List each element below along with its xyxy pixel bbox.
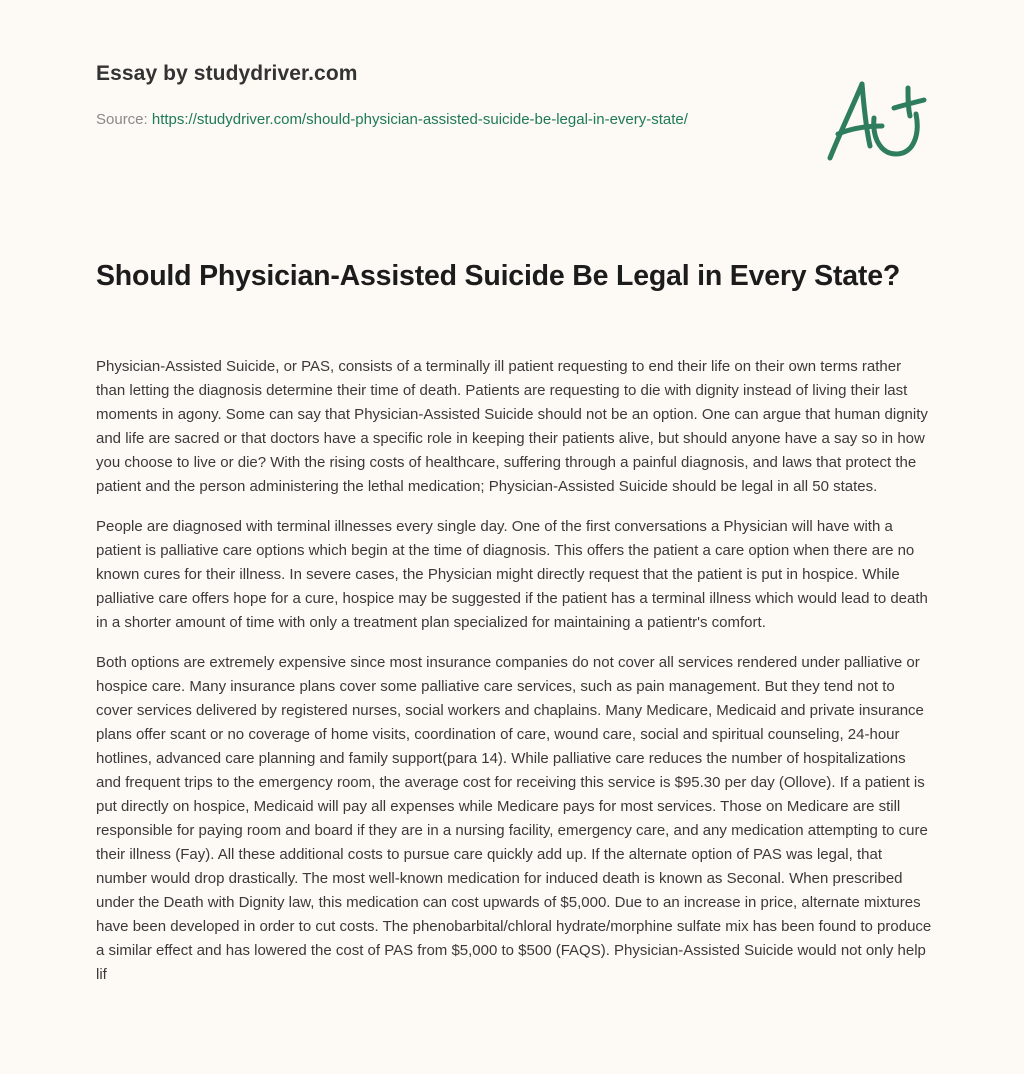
article-paragraph: Both options are extremely expensive since most insurance companies do not cover all services rendered under palliative or hospice care. Many insurance plans cover some palliative care services, such as pain management. But they tend not to cover services delivered by registered nurses, social workers and chaplains. Many Medicare, Medicaid and private insurance plans offer scant or no coverage of home visits, coordination of care, wound care, social and spiritual counseling, 24-hour hotlines, advanced care planning and family support(para 14). While palliative care reduces the number of hospitalizations and frequent trips to the emergency room, the average cost for receiving this service is $95.30 per day (Ollove). If a patient is put directly on hospice, Medicaid will pay all expenses while Medicare pays for most services. Those on Medicare are still responsible for paying room and board if they are in a nursing facility, emergency care, and any medication attempting to cure their illness (Fay). All these additional costs to pursue care quickly add up. If the alternate option of PAS was legal, that number would drop drastically. The most well-known medication for induced death is known as Seconal. When prescribed under the Death with Dignity law, this medication can cost upwards of $5,000. Due to an increase in price, alternate mixtures have been developed in order to cut costs. The phenobarbital/chloral hydrate/morphine sulfate mix has been found to produce a similar effect and has lowered the cost of PAS from $5,000 to $500 (FAQS). Physician-Assisted Suicide would not only help lif [96, 654, 932, 983]
source-label: Source: [96, 111, 152, 128]
article-paragraph: Physician-Assisted Suicide, or PAS, consists of a terminally ill patient requesting to end their life on their own terms rather than letting the diagnosis determine their time of death. Patients are requesting to die with dignity instead of living their last moments in agony. Some can say that Physician-Assisted Suicide should not be an option. One can argue that human dignity and life are sacred or that doctors have a specific role in keeping their patients alive, but should anyone have a say so in how you choose to live or die? With the rising costs of healthcare, suffering through a painful diagnosis, and laws that protect the patient and the person administering the lethal medication; Physician-Assisted Suicide should be legal in all 50 states. [96, 358, 928, 495]
a-plus-grade-icon [822, 68, 932, 168]
brand-title: Essay by studydriver.com [96, 62, 358, 85]
article-paragraph: People are diagnosed with terminal illnesses every single day. One of the first conversations a Physician will have with a patient is palliative care options which begin at the time of diagnosis. This offers the patient a care option when there are no known cures for their illness. In severe cases, the Physician might directly request that the patient is put in hospice. While palliative care offers hope for a cure, hospice may be suggested if the patient has a terminal illness which would lead to death in a shorter amount of time with only a treatment plan specialized for maintaining a patientr's comfort. [96, 518, 928, 631]
source-line [96, 108, 776, 132]
source-link[interactable]: https://studydriver.com/should-physician-assisted-suicide-be-legal-in-every-state/ [151, 111, 688, 128]
article-title: Should Physician-Assisted Suicide Be Legal in Every State? [96, 260, 901, 292]
article-body [96, 355, 932, 1003]
page-header [96, 62, 776, 132]
